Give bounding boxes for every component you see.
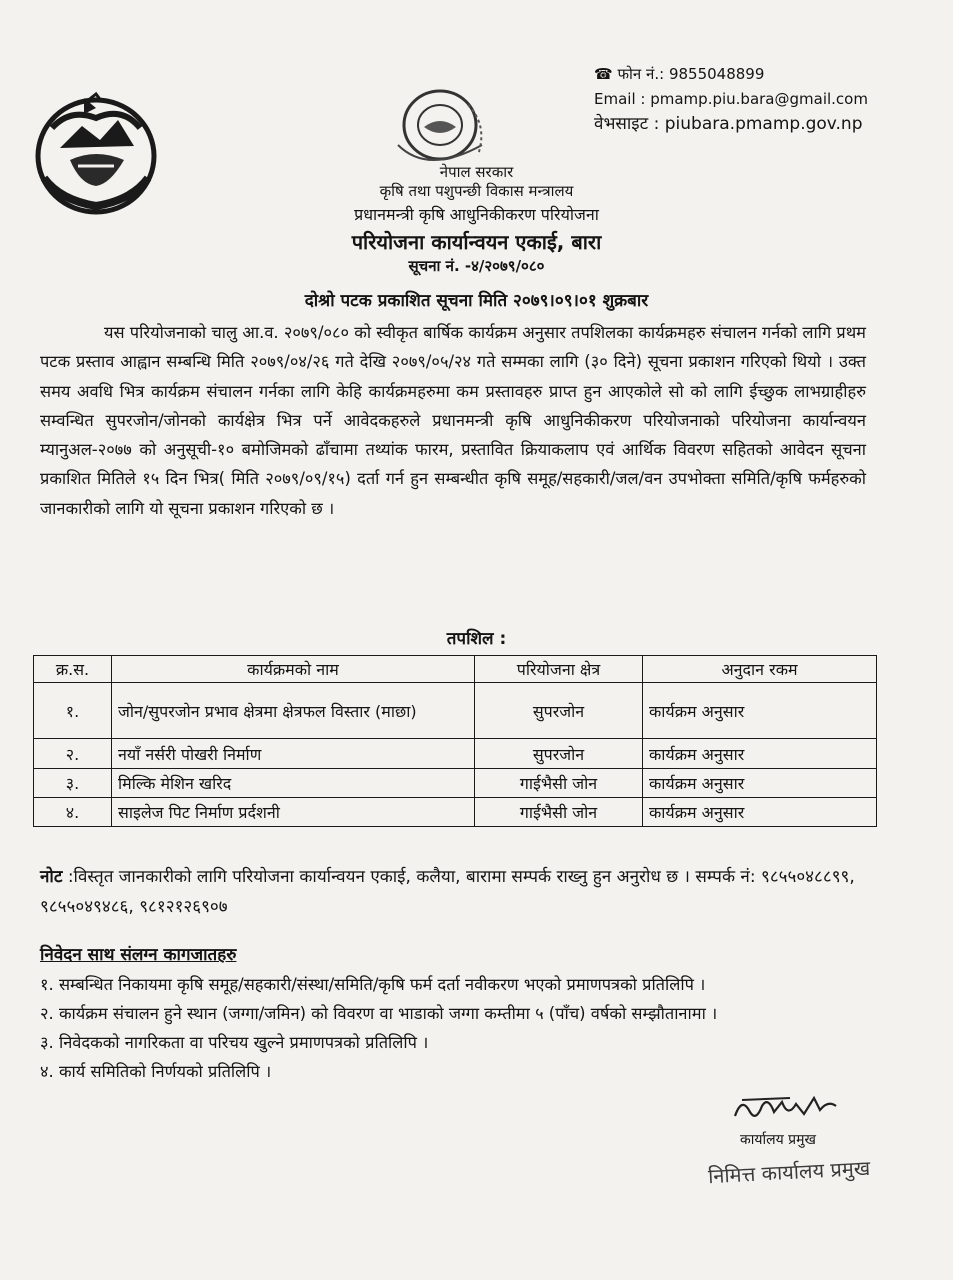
- note-section: [40, 862, 870, 922]
- notice-body: यस परियोजनाको चालु आ.व. २०७९/०८० को स्वीकृत बार्षिक कार्यक्रम अनुसार तपशिलका कार्यक्रमहरु संचालन गर्नको लागि प्रथम पटक प्रस्ताव आह्वान सम्बन्धि मिति २०७९/०४/२६ गते देखि २०७९/०५/२४ गते सम्मका लागि (३० दिने) सूचना प्रकाशन गरिएको थियो । उक्त समय अवधि भित्र कार्यक्रम संचालन गर्नका लागि केहि कार्यक्रमहरुमा कम प्रस्तावहरु प्राप्त हुन आएकोले सो को लागि ईच्छुक लाभग्राहीहरु सम्वन्धित सुपरजोन/जोनको कार्यक्षेत्र भित्र पर्ने आवेदकहरुले प्रधानमन्त्री कृषि आधुनिकीकरण परियोजनाको परियोजना कार्यान्वयन म्यानुअल-२०७७ को अनुसूची-१० बमोजिमको ढाँचामा तथ्यांक फारम, प्रस्तावित क्रियाकलाप एवं आर्थिक विवरण सहितको आवेदन सूचना प्रकाशित मितिले १५ दिन भित्र( मिति २०७९/०९/१५) दर्ता गर्न हुन सम्बन्धीत कृषि समूह/सहकारी/जल/वन उपभोक्ता समिति/कृषि फर्महरुको जानकारीको लागि यो सूचना प्रकाशन गरिएको छ ।: [40, 323, 866, 518]
- acting-chief-stamp: निमित्त कार्यालय प्रमुख: [707, 1155, 871, 1189]
- cell-serial: ४.: [34, 798, 112, 827]
- header-serial: क्र.स.: [34, 656, 112, 683]
- program-table: [33, 655, 877, 827]
- cell-grant-amount: कार्यक्रम अनुसार: [643, 798, 877, 827]
- cell-grant-amount: कार्यक्रम अनुसार: [643, 739, 877, 769]
- signature-title: कार्यालय प्रमुख: [740, 1132, 816, 1148]
- header-program-name: कार्यक्रमको नाम: [112, 656, 475, 683]
- cell-serial: २.: [34, 739, 112, 769]
- enclosure-item: १. सम्बन्धित निकायमा कृषि समूह/सहकारी/संस्था/समिति/कृषि फर्म दर्ता नवीकरण भएको प्रमाणपत्रको प्रतिलिपि ।: [40, 975, 706, 994]
- ministry-name: कृषि तथा पशुपन्छी विकास मन्त्रालय: [379, 182, 574, 200]
- cell-program-name: जोन/सुपरजोन प्रभाव क्षेत्रमा क्षेत्रफल विस्तार (माछा): [112, 683, 475, 739]
- email-line: [594, 87, 868, 112]
- enclosure-item: ३. निवेदकको नागरिकता वा परिचय खुल्ने प्रमाणपत्रको प्रतिलिपि ।: [40, 1033, 429, 1052]
- table-row: [34, 739, 877, 769]
- cell-grant-amount: कार्यक्रम अनुसार: [643, 683, 877, 739]
- enclosures-list: [40, 970, 870, 1086]
- contact-info: [594, 62, 868, 137]
- website-label: वेभसाइट :: [594, 114, 660, 134]
- cell-grant-amount: कार्यक्रम अनुसार: [643, 769, 877, 798]
- cell-project-area: गाईभैसी जोन: [475, 798, 643, 827]
- cell-serial: ३.: [34, 769, 112, 798]
- header-grant-amount: अनुदान रकम: [643, 656, 877, 683]
- cell-project-area: गाईभैसी जोन: [475, 769, 643, 798]
- website-address: piubara.pmamp.gov.np: [664, 114, 863, 134]
- notice-number: सूचना नं. -४/२०७९/०८०: [408, 257, 545, 275]
- project-name: प्रधानमन्त्री कृषि आधुनिकीकरण परियोजना: [354, 205, 599, 224]
- website-line: [594, 112, 868, 137]
- cell-program-name: साइलेज पिट निर्माण प्रर्दशनी: [112, 798, 475, 827]
- phone-icon: ☎: [594, 65, 613, 83]
- note-text: :विस्तृत जानकारीको लागि परियोजना कार्यान्वयन एकाई, कलैया, बारामा सम्पर्क राख्नु हुन अनुरोध छ । सम्पर्क नं: ९८५५०४८८९९, ९८५५०४९४८६, ९८१२१२६९०७: [40, 867, 855, 917]
- header-project-area: परियोजना क्षेत्र: [475, 656, 643, 683]
- email-label: Email :: [594, 90, 646, 108]
- table-row: [34, 769, 877, 798]
- cell-serial: १.: [34, 683, 112, 739]
- cell-program-name: नयाँ नर्सरी पोखरी निर्माण: [112, 739, 475, 769]
- enclosure-item: २. कार्यक्रम संचालन हुने स्थान (जग्गा/जमिन) को विवरण वा भाडाको जग्गा कम्तीमा ५ (पाँच) वर्षको सम्झौतानामा ।: [40, 1004, 718, 1023]
- cell-project-area: सुपरजोन: [475, 683, 643, 739]
- enclosures-title: निवेदन साथ संलग्न कागजातहरु: [40, 945, 237, 965]
- unit-name: परियोजना कार्यान्वयन एकाई, बारा: [351, 230, 602, 254]
- table-row: [34, 683, 877, 739]
- table-row: [34, 798, 877, 827]
- phone-label: फोन नं.:: [617, 65, 665, 83]
- cell-program-name: मिल्कि मेशिन खरिद: [112, 769, 475, 798]
- cell-project-area: सुपरजोन: [475, 739, 643, 769]
- phone-number: 9855048899: [668, 65, 765, 83]
- note-label: नोट: [40, 867, 63, 887]
- notice-subheading: दोश्रो पटक प्रकाशित सूचना मिति २०७९।०९।०१ शुक्रबार: [304, 291, 649, 311]
- government-name: नेपाल सरकार: [439, 163, 514, 181]
- signature-mark: [730, 1088, 840, 1128]
- enclosure-item: ४. कार्य समितिको निर्णयको प्रतिलिपि ।: [40, 1062, 272, 1081]
- email-address: pmamp.piu.bara@gmail.com: [650, 90, 868, 108]
- table-caption: तपशिल :: [446, 629, 507, 649]
- phone-line: [594, 62, 868, 87]
- table-header-row: [34, 656, 877, 683]
